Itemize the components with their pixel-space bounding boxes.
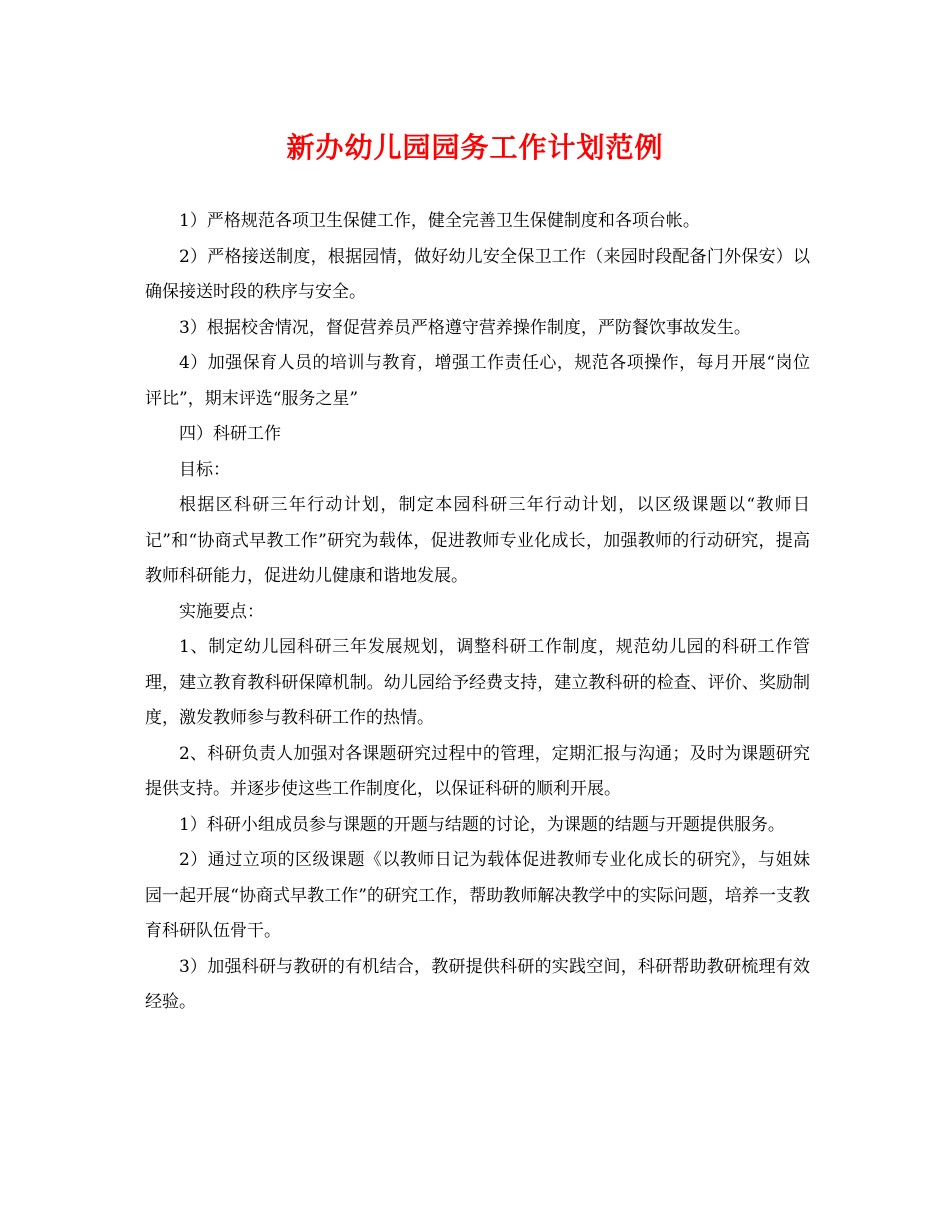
label-goal: 目标：	[179, 459, 230, 480]
paragraph-training: 4）加强保育人员的培训与教育，增强工作责任心，规范各项操作，每月开展“岗位评比”，期末评选“服务之星”	[145, 353, 810, 409]
paragraph-project: 2）通过立项的区级课题《以教师日记为载体促进教师专业化成长的研究》，与姐妹园一起开展“协商式早教工作”的研究工作，帮助教师解决教学中的实际问题，培养一支教育科研队伍骨干。	[145, 850, 810, 941]
paragraph-plan: 1、制定幼儿园科研三年发展规划，调整科研工作制度，规范幼儿园的科研工作管理，建立教育教科研保障机制。幼儿园给予经费支持，建立教科研的检查、评价、奖励制度，激发教师参与教科研工作的热情。	[145, 637, 810, 728]
paragraph-hygiene: 1）严格规范各项卫生保健工作，健全完善卫生保健制度和各项台帐。	[179, 211, 700, 231]
label-key-points: 实施要点：	[179, 601, 264, 622]
paragraph-nutrition: 3）根据校舍情况，督促营养员严格遵守营养操作制度，严防餐饮事故发生。	[179, 317, 751, 338]
paragraph-integration: 3）加强科研与教研的有机结合，教研提供科研的实践空间，科研帮助教研梳理有效经验。	[145, 956, 810, 1012]
document-title: 新办幼儿园园务工作计划范例	[286, 131, 664, 164]
paragraph-management: 2、科研负责人加强对各课题研究过程中的管理，定期汇报与沟通；及时为课题研究提供支持。并逐步使这些工作制度化，以保证科研的顺利开展。	[145, 743, 810, 799]
paragraph-pickup: 2）严格接送制度，根据园情，做好幼儿安全保卫工作（来园时段配备门外保安）以确保接送时段的秩序与安全。	[145, 246, 810, 302]
paragraph-group: 1）科研小组成员参与课题的开题与结题的讨论，为课题的结题与开题提供服务。	[179, 814, 785, 835]
paragraph-goal: 根据区科研三年行动计划，制定本园科研三年行动计划，以区级课题以“教师日记”和“协商式早教工作”研究为载体，促进教师专业化成长，加强教师的行动研究，提高教师科研能力，促进幼儿健康和谐地发展。	[145, 495, 810, 586]
document-body	[145, 204, 810, 1021]
section-heading-research: 四）科研工作	[179, 424, 281, 444]
